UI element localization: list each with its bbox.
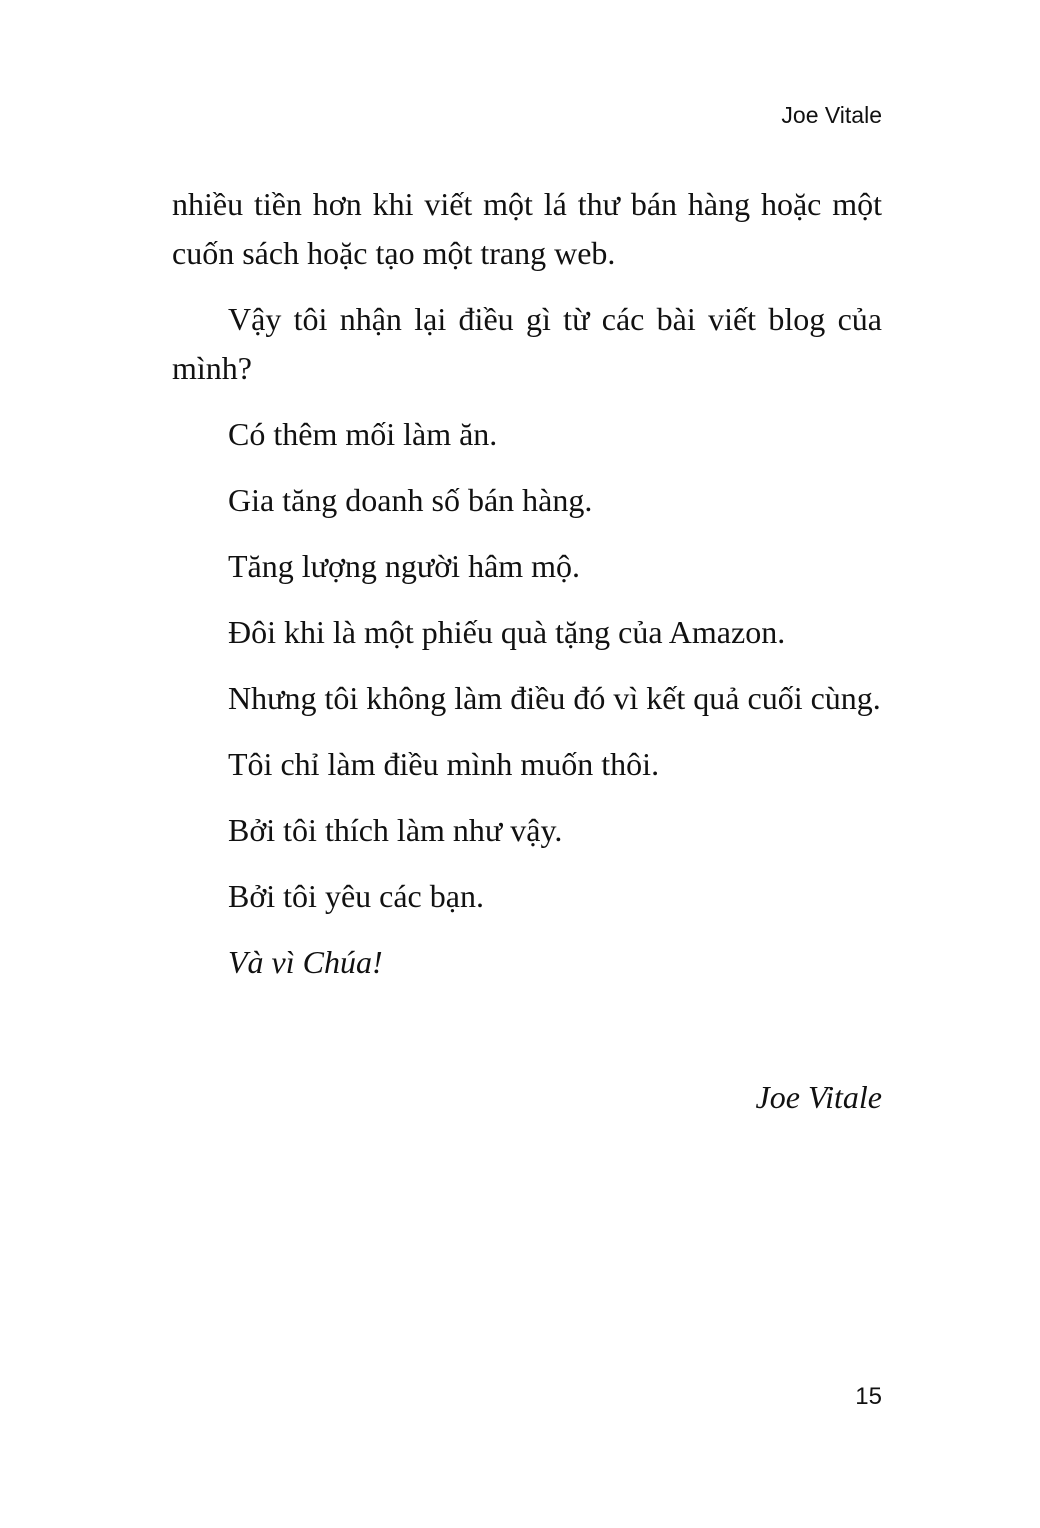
paragraph-want: Tôi chỉ làm điều mình muốn thôi. bbox=[228, 746, 660, 782]
paragraph-fans: Tăng lượng người hâm mộ. bbox=[228, 548, 581, 584]
body-text bbox=[172, 180, 882, 1004]
signature: Joe Vitale bbox=[755, 1079, 882, 1115]
paragraph-result: Nhưng tôi không làm điều đó vì kết quả cuối cùng. bbox=[228, 680, 881, 716]
paragraph-question: Vậy tôi nhận lại điều gì từ các bài viết blog của mình? bbox=[172, 301, 882, 386]
running-header: Joe Vitale bbox=[781, 102, 882, 128]
paragraph-continuation: nhiều tiền hơn khi viết một lá thư bán hàng hoặc một cuốn sách hoặc tạo một trang web. bbox=[172, 186, 882, 271]
paragraph-like: Bởi tôi thích làm như vậy. bbox=[228, 812, 563, 848]
page-number: 15 bbox=[855, 1383, 882, 1410]
paragraph-business: Có thêm mối làm ăn. bbox=[228, 416, 498, 452]
paragraph-god: Và vì Chúa! bbox=[228, 944, 383, 980]
paragraph-gift-card: Đôi khi là một phiếu quà tặng của Amazon. bbox=[228, 614, 786, 650]
paragraph-love: Bởi tôi yêu các bạn. bbox=[228, 878, 484, 914]
paragraph-sales: Gia tăng doanh số bán hàng. bbox=[228, 482, 593, 518]
